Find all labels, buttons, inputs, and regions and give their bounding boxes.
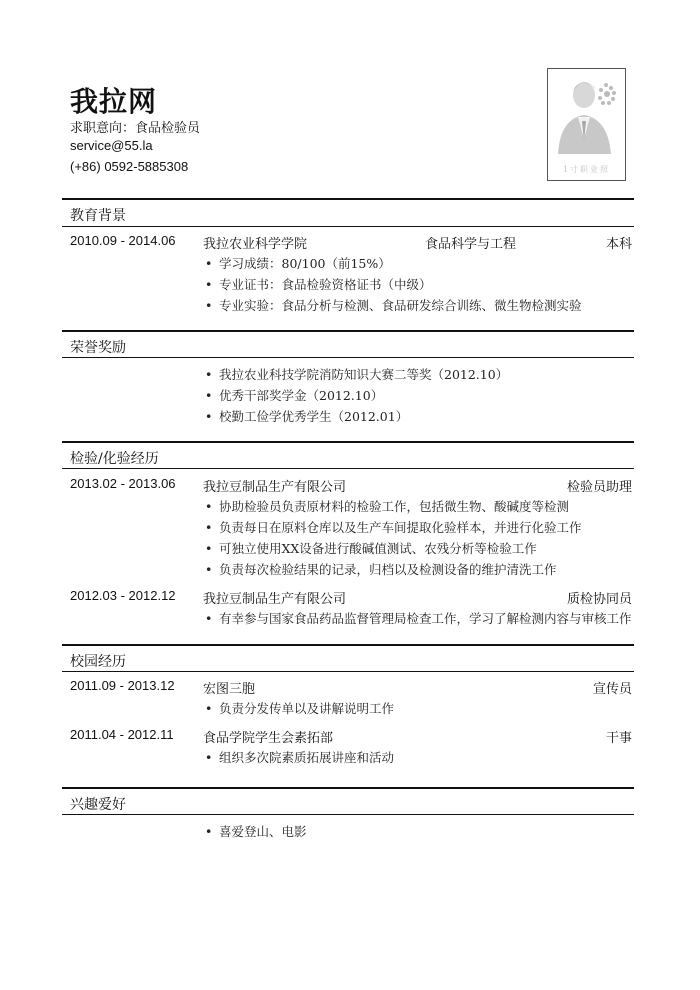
list-item: • 有幸参与国家食品药品监督管理局检查工作，学习了解检测内容与审核工作: [205, 609, 632, 627]
section-divider: [62, 357, 634, 358]
list-item: • 组织多次院素质拓展讲座和活动: [205, 748, 394, 766]
list-item: • 负责每次检验结果的记录，归档以及检测设备的维护清洗工作: [205, 560, 557, 578]
campus-date: 2011.04 - 2012.11: [70, 727, 174, 742]
section-divider: [62, 814, 634, 815]
list-item: • 喜爱登山、电影: [205, 822, 307, 840]
experience-date: 2013.02 - 2013.06: [70, 476, 176, 491]
experience-date: 2012.03 - 2012.12: [70, 588, 176, 603]
education-date: 2010.09 - 2014.06: [70, 233, 176, 248]
experience-role: 检验员助理: [566, 480, 632, 495]
list-item: • 可独立使用XX设备进行酸碱值测试、农残分析等检验工作: [205, 539, 537, 557]
experience-company: 我拉豆制品生产有限公司: [203, 480, 347, 495]
section-divider: [62, 441, 634, 443]
campus-title: 校园经历: [70, 654, 126, 670]
hobbies-title: 兴趣爱好: [70, 797, 126, 813]
campus-role: 干事: [605, 731, 632, 746]
email[interactable]: service@55.la: [70, 138, 153, 153]
candidate-name: 我拉网: [70, 85, 158, 118]
honors-title: 荣誉奖励: [70, 340, 126, 356]
phone: (+86) 0592-5885308: [70, 159, 189, 174]
section-divider: [62, 468, 634, 469]
education-title: 教育背景: [70, 208, 126, 224]
list-item: • 校勤工俭学优秀学生（2012.01）: [205, 407, 408, 425]
section-divider: [62, 330, 634, 332]
education-school: 我拉农业科学学院: [203, 237, 308, 252]
experience-role: 质检协同员: [566, 592, 632, 607]
section-divider: [62, 226, 634, 227]
list-item: • 协助检验员负责原材料的检验工作，包括微生物、酸碱度等检测: [205, 497, 569, 515]
section-divider: [62, 644, 634, 646]
campus-org: 宏图三胞: [203, 682, 256, 697]
campus-org: 食品学院学生会素拓部: [203, 731, 334, 746]
experience-company: 我拉豆制品生产有限公司: [203, 592, 347, 607]
job-intent: 求职意向：食品检验员: [70, 121, 201, 136]
list-item: • 优秀干部奖学金（2012.10）: [205, 386, 383, 404]
list-item: • 负责分发传单以及讲解说明工作: [205, 699, 394, 717]
campus-role: 宣传员: [592, 682, 632, 697]
section-divider: [62, 198, 634, 200]
experience-title: 检验/化验经历: [70, 451, 159, 467]
list-item: • 专业证书：食品检验资格证书（中级）: [205, 275, 432, 293]
photo-caption: 1寸职业照: [562, 165, 611, 174]
section-divider: [62, 671, 634, 672]
list-item: • 我拉农业科技学院消防知识大赛二等奖（2012.10）: [205, 365, 508, 383]
education-degree: 本科: [605, 237, 632, 252]
list-item: • 学习成绩：80/100（前15%）: [205, 254, 391, 272]
campus-date: 2011.09 - 2013.12: [70, 678, 175, 693]
list-item: • 负责每日在原料仓库以及生产车间提取化验样本，并进行化验工作: [205, 518, 582, 536]
list-item: • 专业实验：食品分析与检测、食品研发综合训练、微生物检测实验: [205, 296, 582, 314]
section-divider: [62, 787, 634, 789]
education-major: 食品科学与工程: [425, 237, 517, 252]
profile-photo: [547, 68, 626, 181]
